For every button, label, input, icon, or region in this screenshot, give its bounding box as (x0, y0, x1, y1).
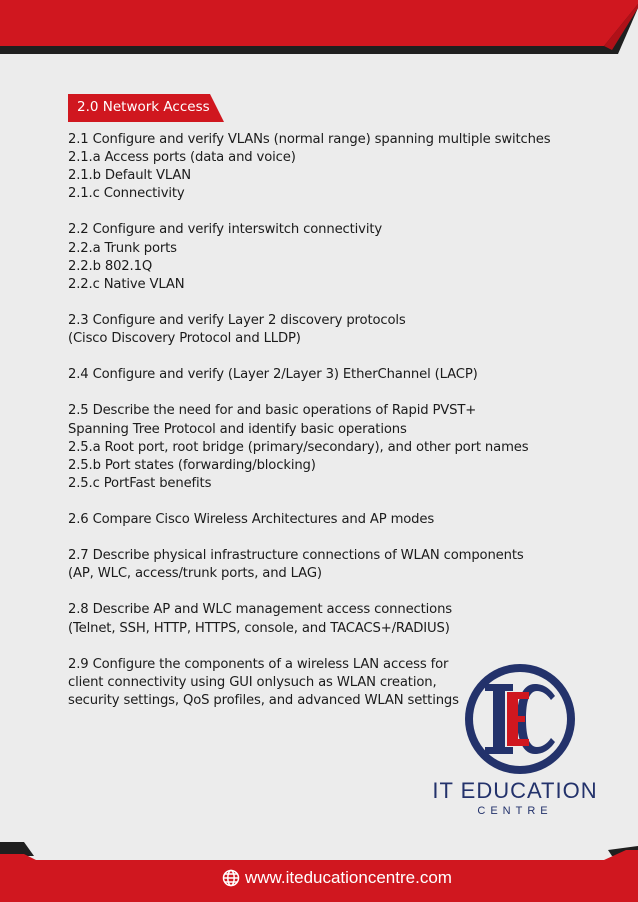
objective-line: (Telnet, SSH, HTTP, HTTPS, console, and TACACS+/RADIUS) (68, 620, 450, 636)
section-tag-label: 2.0 Network Access (77, 99, 210, 115)
objective-line: 2.1.b Default VLAN (68, 168, 191, 184)
objective-line: 2.4 Configure and verify (Layer 2/Layer 3) EtherChannel (LACP) (68, 367, 478, 383)
objective-line: (AP, WLC, access/trunk ports, and LAG) (68, 566, 322, 582)
website-url: www.iteducationcentre.com (245, 868, 452, 887)
objective-line: 2.5.a Root port, root bridge (primary/secondary), and other port names (68, 439, 529, 455)
objective-line: 2.1.c Connectivity (68, 186, 185, 202)
objective-line: (Cisco Discovery Protocol and LLDP) (68, 331, 301, 347)
objective-line: 2.2.b 802.1Q (68, 258, 153, 274)
objective-line: 2.2.c Native VLAN (68, 276, 185, 292)
objective-line: 2.7 Describe physical infrastructure connections of WLAN components (68, 548, 524, 564)
objective-group (68, 312, 598, 348)
objective-line: client connectivity using GUI onlysuch as WLAN creation, (68, 674, 437, 690)
objective-group (68, 366, 598, 384)
brand-name: IT EDUCATION (432, 778, 598, 803)
objective-group (68, 131, 598, 203)
globe-icon (222, 869, 240, 887)
objective-group (68, 221, 598, 293)
brand-subtitle: CENTRE (477, 805, 553, 817)
objective-group (68, 402, 598, 492)
objective-line: Spanning Tree Protocol and identify basic operations (68, 421, 407, 437)
objective-line: 2.2 Configure and verify interswitch connectivity (68, 222, 383, 238)
objective-line: 2.1.a Access ports (data and voice) (68, 150, 296, 166)
objective-group (68, 547, 598, 583)
objective-line: 2.9 Configure the components of a wireless LAN access for (68, 656, 449, 672)
top-banner-shape (0, 0, 638, 70)
objective-group (68, 511, 598, 529)
objective-line: 2.6 Compare Cisco Wireless Architectures and AP modes (68, 511, 435, 527)
objective-list (68, 131, 598, 728)
top-banner (0, 0, 638, 70)
iec-logo (463, 662, 577, 776)
objective-line: security settings, QoS profiles, and advanced WLAN settings (68, 692, 459, 708)
objective-line: 2.8 Describe AP and WLC management access connections (68, 602, 453, 618)
objective-group (68, 601, 598, 637)
objective-line: 2.5.c PortFast benefits (68, 475, 212, 491)
objective-line: 2.3 Configure and verify Layer 2 discovery protocols (68, 312, 406, 328)
section-tag (68, 94, 224, 122)
objective-line: 2.1 Configure and verify VLANs (normal range) spanning multiple switches (68, 132, 551, 147)
website-link[interactable] (222, 866, 452, 890)
objective-line: 2.5.b Port states (forwarding/blocking) (68, 457, 316, 473)
objective-line: 2.5 Describe the need for and basic operations of Rapid PVST+ (68, 403, 477, 419)
objective-line: 2.2.a Trunk ports (68, 240, 177, 256)
